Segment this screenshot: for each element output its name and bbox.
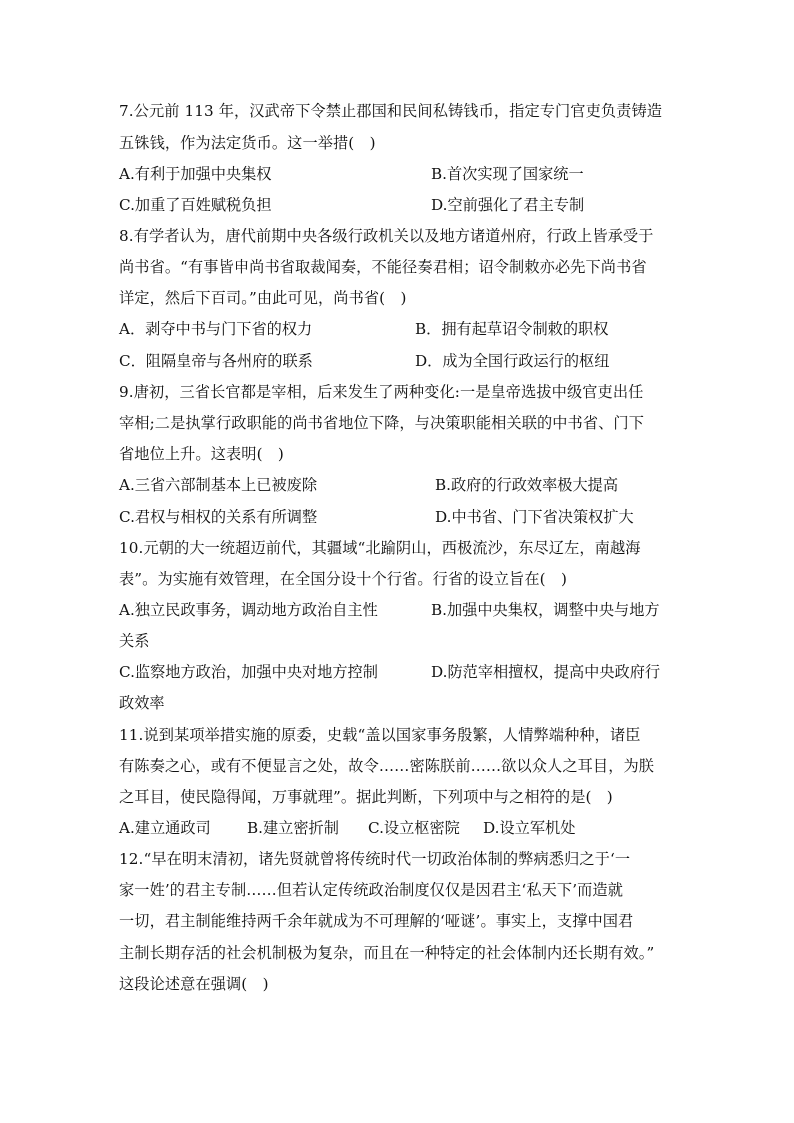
q8-option-d[interactable]: D．成为全国行政运行的枢纽 xyxy=(415,352,610,370)
q10-option-d-continuation: 政效率 xyxy=(119,694,165,712)
q8-option-a[interactable]: A．剥夺中书与门下省的权力 xyxy=(119,320,313,338)
q9-option-a[interactable]: A.三省六部制基本上已被废除 xyxy=(119,476,318,494)
q11-option-c[interactable]: C.设立枢密院 xyxy=(368,819,460,837)
q11-stem-line-2: 有陈奏之心，或有不便显言之处，故令……密陈朕前……欲以众人之耳目，为朕 xyxy=(119,757,655,775)
q12-stem-line-5: 这段论述意在强调( ) xyxy=(119,975,269,993)
q8-stem-line-1: 8.有学者认为，唐代前期中央各级行政机关以及地方诸道州府，行政上皆承受于 xyxy=(119,227,654,245)
q8-stem-line-2: 尚书省。“有事皆申尚书省取裁闻奏，不能径奏君相；诏令制敕亦必先下尚书省 xyxy=(119,258,647,276)
q10-option-d[interactable]: D.防范宰相擅权，提高中央政府行 xyxy=(431,663,661,681)
q7-option-c[interactable]: C.加重了百姓赋税负担 xyxy=(119,196,272,214)
q8-option-c[interactable]: C．阻隔皇帝与各州府的联系 xyxy=(119,352,313,370)
q9-stem-line-2: 宰相;二是执掌行政职能的尚书省地位下降，与决策职能相关联的中书省、门下 xyxy=(119,414,644,432)
q11-option-d[interactable]: D.设立军机处 xyxy=(483,819,576,837)
q7-option-a[interactable]: A.有利于加强中央集权 xyxy=(119,165,272,183)
q10-option-c[interactable]: C.监察地方政治，加强中央对地方控制 xyxy=(119,663,378,681)
q7-option-b[interactable]: B.首次实现了国家统一 xyxy=(431,165,584,183)
q10-option-a[interactable]: A.独立民政事务，调动地方政治自主性 xyxy=(119,601,378,619)
q12-stem-line-4: 主制长期存活的社会机制极为复杂，而且在一种特定的社会体制内还长期有效。” xyxy=(119,944,655,962)
q9-stem-line-3: 省地位上升。这表明( ) xyxy=(119,445,284,463)
q11-option-b[interactable]: B.建立密折制 xyxy=(247,819,339,837)
q11-stem-line-1: 11.说到某项举措实施的原委，史载“盖以国家事务殷繁，人情弊端种种，诸臣 xyxy=(119,726,641,744)
q10-stem-line-1: 10.元朝的大一统超迈前代，其疆域“北踰阴山，西极流沙，东尽辽左，南越海 xyxy=(119,539,641,557)
q11-stem-line-3: 之耳目，使民隐得闻，万事就理”。据此判断，下列项中与之相符的是( ) xyxy=(119,788,613,806)
q12-stem-line-3: 一切，君主制能维持两千余年就成为不可理解的‘哑谜’。事实上，支撑中国君 xyxy=(119,912,634,930)
q10-option-b[interactable]: B.加强中央集权，调整中央与地方 xyxy=(431,601,660,619)
q8-option-b[interactable]: B．拥有起草诏令制敕的职权 xyxy=(415,320,609,338)
q7-stem-line-2: 五铢钱，作为法定货币。这一举措( ) xyxy=(119,134,376,152)
q9-option-c[interactable]: C.君权与相权的关系有所调整 xyxy=(119,508,318,526)
q8-stem-line-3: 详定，然后下百司。”由此可见，尚书省( ) xyxy=(119,289,407,307)
q12-stem-line-1: 12.“早在明末清初，诸先贤就曾将传统时代一切政治体制的弊病悉归之于‘一 xyxy=(119,850,631,868)
q12-stem-line-2: 家一姓’的君主专制……但若认定传统政治制度仅仅是因君主‘私天下’而造就 xyxy=(119,881,623,899)
q7-option-d[interactable]: D.空前强化了君主专制 xyxy=(431,196,585,214)
q9-stem-line-1: 9.唐初，三省长官都是宰相，后来发生了两种变化:一是皇帝选拔中级官吏出任 xyxy=(119,383,644,401)
q10-option-b-continuation: 关系 xyxy=(119,632,150,650)
q11-option-a[interactable]: A.建立通政司 xyxy=(119,819,211,837)
q7-stem-line-1: 7.公元前 113 年，汉武帝下令禁止郡国和民间私铸钱币，指定专门官吏负责铸造 xyxy=(119,102,663,120)
q9-option-d[interactable]: D.中书省、门下省决策权扩大 xyxy=(435,508,634,526)
q10-stem-line-2: 表”。为实施有效管理，在全国分设十个行省。行省的设立旨在( ) xyxy=(119,570,567,588)
q9-option-b[interactable]: B.政府的行政效率极大提高 xyxy=(435,476,619,494)
